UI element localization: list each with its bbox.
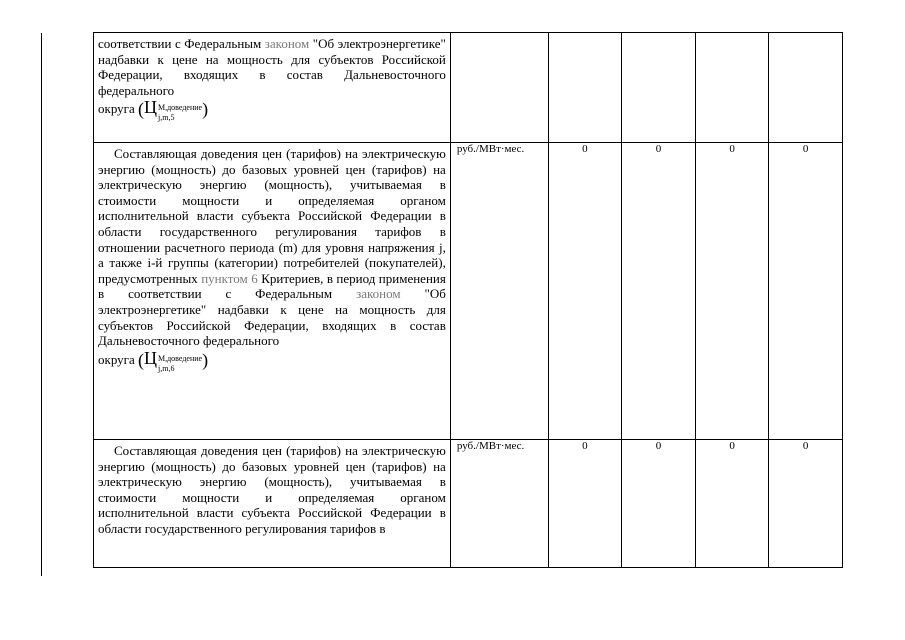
value-cell — [622, 33, 696, 143]
criteria-point-link[interactable]: пунктом 6 — [201, 270, 258, 286]
description-cell — [94, 440, 451, 568]
value-cell: 0 — [695, 143, 769, 440]
unit-cell: руб./МВт·мес. — [450, 440, 548, 568]
description-cell — [94, 33, 451, 143]
value-cell — [769, 33, 843, 143]
tariff-table — [93, 32, 843, 568]
value-cell: 0 — [548, 143, 622, 440]
value-cell: 0 — [695, 440, 769, 568]
law-link[interactable]: законом — [264, 36, 310, 51]
unit-cell — [450, 33, 548, 143]
description-text: Составляющая доведения цен (тарифов) на электрическую энергию (мощность) до базовых уровней цен (тарифов) на электрическую энергию (мощность), учитываемая в стоимости мощности и определяемая органом исполнительной власти субъекта Российской Федерации в области государственного регулирования тарифов в — [98, 443, 446, 536]
formula: округа (Ц М,доведение j,m,5 ) — [98, 97, 209, 123]
page-margin-line — [41, 33, 42, 576]
unit-cell: руб./МВт·мес. — [450, 143, 548, 440]
description-cell — [94, 143, 451, 440]
table-row — [94, 440, 843, 568]
value-cell — [695, 33, 769, 143]
description-text: Составляющая доведения цен (тарифов) на электрическую энергию (мощность) до базовых уровней цен (тарифов) на электрическую энергию (мощность), учитываемая в стоимости мощности и определяемая органом исполнительной власти субъекта Российской Федерации в области государственного регулирования тарифов в отношении расчетного периода (m) для уровня напряжения j, а также i-й группы (категории) потребителей (покупателей), предусмотренных пунктом 6 Критериев, в период применения в соответствии с Федеральным законом "Об электроэнергетике" надбавки к цене на мощность для субъектов Российской Федерации, входящих в состав Дальневосточного федерального — [98, 146, 446, 349]
value-cell: 0 — [548, 440, 622, 568]
value-cell: 0 — [622, 440, 696, 568]
value-cell — [548, 33, 622, 143]
formula: округа (Ц М,доведение j,m,6 ) — [98, 347, 209, 373]
value-cell: 0 — [769, 143, 843, 440]
table-row — [94, 143, 843, 440]
value-cell: 0 — [622, 143, 696, 440]
table-row — [94, 33, 843, 143]
law-link[interactable]: законом — [356, 286, 401, 302]
value-cell: 0 — [769, 440, 843, 568]
description-text: соответствии с Федеральным законом "Об электроэнергетике" надбавки к цене на мощность для субъектов Российской Федерации, входящих в состав Дальневосточного федерального — [98, 36, 446, 98]
